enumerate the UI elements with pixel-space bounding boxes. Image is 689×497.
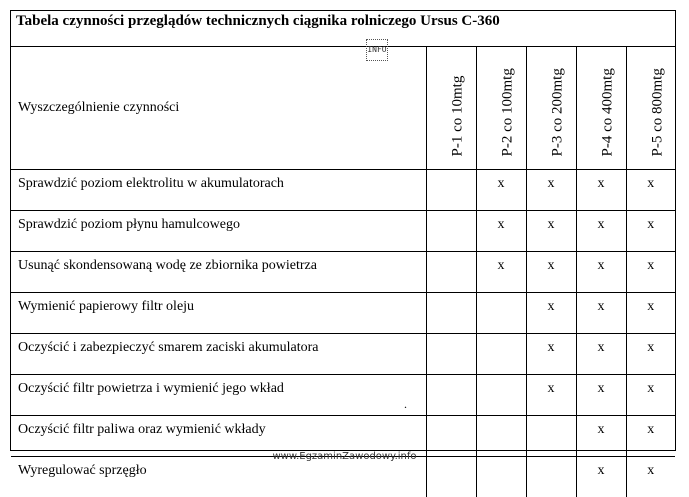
mark-cell: x <box>626 211 675 252</box>
task-cell: Oczyścić i zabezpieczyć smarem zaciski akumulatora <box>11 334 426 375</box>
task-cell: Oczyścić filtr paliwa oraz wymienić wkłady <box>11 416 426 457</box>
mark-cell: x <box>626 375 675 416</box>
header-period-p4 <box>576 47 626 170</box>
task-cell: Oczyścić filtr powietrza i wymienić jego wkład <box>11 375 426 416</box>
mark-cell: x <box>626 334 675 375</box>
header-row <box>11 47 675 170</box>
mark-cell: x <box>476 170 526 211</box>
mark-cell <box>476 334 526 375</box>
mark-cell <box>426 457 476 497</box>
info-icon: INFO <box>366 39 388 61</box>
period-label: P-3 co 200mtg <box>550 68 567 156</box>
mark-cell <box>426 211 476 252</box>
mark-cell: x <box>526 211 576 252</box>
header-period-p1 <box>426 47 476 170</box>
task-cell: Wyregulować sprzęgło <box>11 457 426 497</box>
table-title: Tabela czynności przeglądów technicznych ciągnika rolniczego Ursus C-360 <box>11 11 675 47</box>
mark-cell <box>476 457 526 497</box>
mark-cell: x <box>576 252 626 293</box>
table-row <box>11 334 675 375</box>
table-row <box>11 375 675 416</box>
stray-dot: . <box>404 397 407 412</box>
table-row <box>11 170 675 211</box>
task-cell: Usunąć skondensowaną wodę ze zbiornika powietrza <box>11 252 426 293</box>
mark-cell: x <box>626 252 675 293</box>
table-row <box>11 252 675 293</box>
mark-cell: x <box>526 375 576 416</box>
mark-cell: x <box>626 416 675 457</box>
mark-cell <box>476 293 526 334</box>
mark-cell: x <box>576 416 626 457</box>
task-cell: Wymienić papierowy filtr oleju <box>11 293 426 334</box>
table-row <box>11 457 675 497</box>
mark-cell <box>526 457 576 497</box>
table-row <box>11 293 675 334</box>
mark-cell: x <box>526 293 576 334</box>
mark-cell: x <box>526 252 576 293</box>
period-label: P-2 co 100mtg <box>500 68 517 156</box>
period-label: P-4 co 400mtg <box>600 68 617 156</box>
task-cell: Sprawdzić poziom płynu hamulcowego <box>11 211 426 252</box>
inspection-table-frame <box>10 10 676 451</box>
header-period-p2 <box>476 47 526 170</box>
inspection-table <box>11 47 675 497</box>
period-label: P-5 co 800mtg <box>649 68 666 156</box>
header-description: Wyszczególnienie czynności <box>11 47 426 170</box>
mark-cell <box>476 375 526 416</box>
mark-cell: x <box>576 375 626 416</box>
mark-cell <box>426 334 476 375</box>
mark-cell <box>426 170 476 211</box>
mark-cell: x <box>576 293 626 334</box>
mark-cell <box>426 293 476 334</box>
mark-cell: x <box>626 170 675 211</box>
mark-cell: x <box>576 334 626 375</box>
mark-cell: x <box>576 170 626 211</box>
header-period-p3 <box>526 47 576 170</box>
mark-cell: x <box>476 252 526 293</box>
mark-cell: x <box>626 457 675 497</box>
header-period-p5 <box>626 47 675 170</box>
watermark: www.EgzaminZawodowy.info <box>0 451 689 462</box>
period-label: P-1 co 10mtg <box>450 76 467 157</box>
table-row <box>11 211 675 252</box>
mark-cell: x <box>526 334 576 375</box>
mark-cell: x <box>476 211 526 252</box>
mark-cell: x <box>576 457 626 497</box>
mark-cell <box>426 375 476 416</box>
task-cell: Sprawdzić poziom elektrolitu w akumulatorach <box>11 170 426 211</box>
mark-cell <box>426 252 476 293</box>
mark-cell: x <box>526 170 576 211</box>
mark-cell: x <box>626 293 675 334</box>
mark-cell: x <box>576 211 626 252</box>
